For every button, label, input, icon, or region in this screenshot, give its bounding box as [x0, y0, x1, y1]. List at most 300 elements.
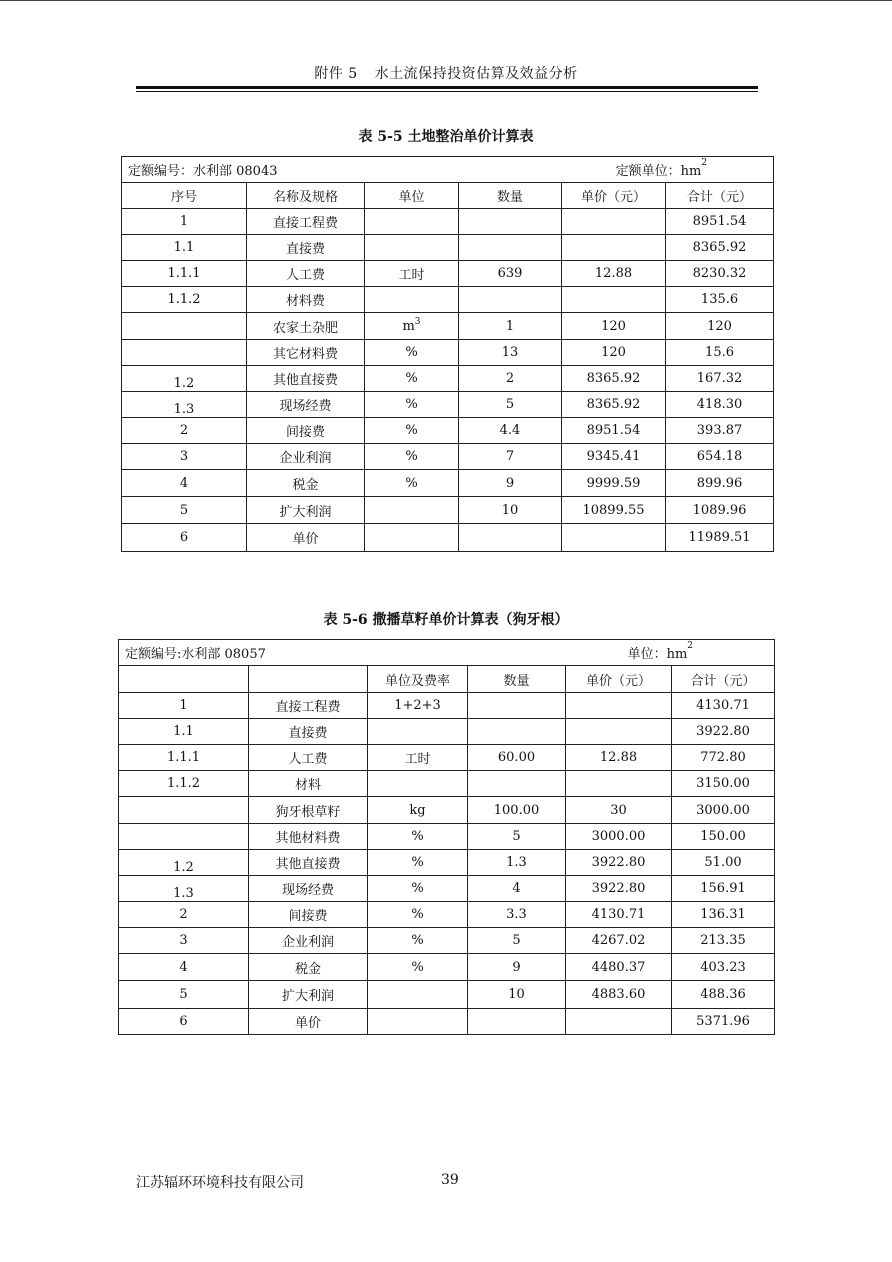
table1-cell-unit-text: %	[405, 345, 418, 360]
table2-cell-qty	[468, 876, 566, 902]
table2-cell-total-text: 488.36	[700, 987, 746, 1002]
table2-cell-no-text: 4	[179, 959, 188, 975]
table1-cell-no	[122, 392, 247, 418]
table1-cell-name	[247, 261, 365, 287]
table2-cell-name-text: 单价	[294, 1016, 321, 1031]
header-rule-thin	[136, 91, 758, 92]
table2-col-price: 单价（元）	[566, 666, 672, 693]
table2-col-qty: 数量	[468, 666, 566, 693]
table1-cell-total-text: 8230.32	[692, 266, 747, 281]
table1-row	[122, 418, 774, 444]
page-number: 39	[441, 1172, 459, 1188]
table2-cell-price-text: 4130.71	[591, 907, 646, 922]
table1-cell-name	[247, 235, 365, 261]
table1-cell-name	[247, 313, 365, 340]
table2-cell-unit-text: %	[411, 829, 424, 844]
table2-cell-no-text: 1.1.1	[166, 750, 201, 765]
table2-cell-name-text: 其他直接费	[275, 857, 341, 872]
table1-row	[122, 287, 774, 313]
table2-row	[119, 928, 775, 954]
table2-quota-unit	[628, 643, 693, 662]
table1-cell-price-text: 8951.54	[586, 423, 641, 438]
table2-cell-no-text: 6	[179, 1014, 188, 1029]
table2-cell-unit-text: %	[411, 933, 424, 948]
table2-cell-price-text: 4480.37	[591, 959, 646, 975]
table2-cell-unit-text: %	[411, 907, 424, 922]
table2-cell-total	[672, 693, 775, 719]
table1-cell-no-text: 1.2	[173, 376, 195, 391]
table1-row	[122, 366, 774, 392]
table2-cell-name-text: 扩大利润	[281, 989, 334, 1004]
table2-header-row	[119, 666, 775, 693]
table1-header-row	[122, 183, 774, 209]
table1-cell-name	[247, 287, 365, 313]
table2-cell-price-text: 4267.02	[591, 933, 646, 948]
table2-cell-price	[566, 876, 672, 902]
table2-cell-no-text: 1.2	[173, 860, 194, 875]
table2-cell-qty	[468, 824, 566, 850]
table2-cell-no-text: 1	[179, 698, 188, 713]
table1-quota-unit-label: 定额单位：hm	[615, 164, 702, 179]
table1-row	[122, 235, 774, 261]
table1-cell-unit-text: %	[405, 475, 418, 491]
table2-cell-name-text: 狗牙根草籽	[275, 804, 341, 820]
table2-cell-qty	[468, 928, 566, 954]
table1-cell-price	[562, 313, 666, 340]
table2-cell-qty-text: 5	[512, 933, 521, 948]
table1-cell-qty	[459, 524, 562, 552]
table2-cell-total-text: 403.23	[700, 959, 746, 975]
table2-cell-total	[672, 745, 775, 771]
table2-cell-name-text: 材料	[294, 778, 321, 793]
table2-cell-no	[119, 771, 249, 797]
table2-cell-total	[672, 876, 775, 902]
table2-row	[119, 981, 775, 1009]
table2-cell-price-text: 3000.00	[591, 829, 646, 844]
table2-cell-total-text: 772.80	[700, 750, 746, 765]
table2-cell-unit	[368, 719, 468, 745]
table1-cell-total	[666, 235, 774, 261]
table1-cell-qty	[459, 313, 562, 340]
table2-cell-total-text: 3922.80	[696, 724, 750, 739]
table1-cell-total	[666, 392, 774, 418]
table1-cell-unit	[365, 261, 459, 287]
table2-cell-price	[566, 719, 672, 745]
table2-caption: 表 5-6 撒播草籽单价计算表（狗牙根）	[323, 612, 569, 628]
table1-quota-unit-sup: 2	[701, 158, 708, 168]
table1-cell-name	[247, 366, 365, 392]
table2-cell-price-text: 30	[610, 802, 627, 818]
table1-cell-price	[562, 209, 666, 235]
table1-cell-unit	[365, 235, 459, 261]
table2-cell-name	[249, 850, 368, 876]
table1-cell-no	[122, 340, 247, 366]
table1-cell-name	[247, 497, 365, 524]
table2-cell-name	[249, 928, 368, 954]
table1-cell-price	[562, 287, 666, 313]
table1-cell-no-text: 5	[179, 502, 189, 518]
table2-cell-qty	[468, 954, 566, 981]
table1-cell-no	[122, 209, 247, 235]
table2-cell-qty	[468, 719, 566, 745]
table1-cell-qty-text: 5	[505, 397, 515, 412]
table2-cell-name-text: 间接费	[288, 909, 328, 924]
table2-cell-total	[672, 981, 775, 1009]
table2-cell-total-text: 136.31	[700, 907, 746, 922]
table1-cell-unit	[365, 287, 459, 313]
table2-cell-unit	[368, 954, 468, 981]
table2-quota-unit-sup: 2	[687, 641, 694, 651]
table1-cell-qty-text: 1	[505, 318, 515, 334]
table2-cell-unit	[368, 771, 468, 797]
table2-cell-qty	[468, 981, 566, 1009]
table2-cell-name	[249, 693, 368, 719]
table1-cell-name-text: 其它材料费	[272, 347, 338, 362]
header-appendix: 附件 5	[314, 66, 358, 82]
table1-cell-total-text: 8951.54	[692, 214, 747, 229]
table2-meta-row	[119, 640, 775, 666]
table1-cell-total-text: 120	[707, 318, 732, 334]
table2-cell-price-text: 3922.80	[591, 881, 646, 896]
table2-cell-qty-text: 10	[508, 987, 525, 1002]
table1-cell-name	[247, 392, 365, 418]
table2-cell-no	[119, 824, 249, 850]
table2-cell-no	[119, 719, 249, 745]
table1-cell-total	[666, 209, 774, 235]
table1-cell-total-text: 418.30	[696, 397, 743, 412]
table2-cell-total	[672, 928, 775, 954]
table2-quota-code: 定额编号:水利部 08057	[125, 647, 266, 662]
table2-cell-total	[672, 954, 775, 981]
table2-cell-price	[566, 850, 672, 876]
table1-row	[122, 392, 774, 418]
table1-cell-qty-text: 7	[505, 449, 515, 464]
table1-cell-total-text: 135.6	[700, 292, 739, 307]
table1-cell-total	[666, 287, 774, 313]
table2-row	[119, 719, 775, 745]
table1-quota-unit	[616, 160, 707, 179]
table1-cell-unit-text: %	[405, 449, 418, 464]
table2-cell-qty	[468, 902, 566, 928]
table2-cell-total	[672, 1009, 775, 1035]
table1-row	[122, 261, 774, 287]
table2-cell-price	[566, 797, 672, 824]
table1-row	[122, 209, 774, 235]
table1-cell-qty-text: 9	[505, 475, 515, 491]
table1-cell-qty	[459, 366, 562, 392]
table1-cell-total	[666, 418, 774, 444]
table2-cell-qty	[468, 693, 566, 719]
table2-cell-unit	[368, 824, 468, 850]
table2-cell-price	[566, 928, 672, 954]
table1-cell-no-text: 3	[179, 449, 189, 464]
top-border	[0, 0, 892, 1]
table1-cell-name-text: 税金	[292, 477, 319, 493]
table1-cell-price	[562, 444, 666, 470]
table1-cell-price-text: 9999.59	[586, 475, 641, 491]
table2-cell-name-text: 现场经费	[281, 883, 334, 898]
table2-cell-price	[566, 902, 672, 928]
table2-cell-price	[566, 981, 672, 1009]
table2-col-unit: 单位及费率	[368, 666, 468, 693]
table2-cell-price	[566, 824, 672, 850]
table1-col-total: 合计（元）	[666, 183, 774, 209]
table2-cell-name	[249, 902, 368, 928]
table2-cell-no-text: 1.3	[173, 886, 194, 901]
table2-cell-name-text: 人工费	[288, 752, 328, 767]
table2-cell-no-text: 1.1	[173, 724, 194, 739]
table1-cell-price-text: 8365.92	[586, 371, 641, 386]
table2-cell-unit-text: 1+2+3	[394, 698, 441, 713]
table1-cell-no	[122, 235, 247, 261]
table2-col-no	[119, 666, 249, 693]
table2-cell-name-text: 直接工程费	[275, 700, 341, 715]
table2-cell-total-text: 150.00	[700, 829, 746, 844]
table2-cell-no	[119, 902, 249, 928]
table2-cell-name	[249, 797, 368, 824]
table1-cell-no-text: 2	[179, 423, 189, 438]
table1-cell-no	[122, 366, 247, 392]
table1-cell-name	[247, 418, 365, 444]
table2-cell-total	[672, 850, 775, 876]
table1-cell-total	[666, 470, 774, 497]
table2	[118, 639, 775, 1035]
table2-cell-qty-text: 60.00	[497, 750, 536, 765]
table1-cell-qty	[459, 287, 562, 313]
table2-cell-unit	[368, 850, 468, 876]
table1-cell-total	[666, 340, 774, 366]
table1-row	[122, 313, 774, 340]
table2-row	[119, 850, 775, 876]
table1-cell-name-text: 间接费	[285, 425, 325, 440]
table1-cell-name	[247, 524, 365, 552]
table2-cell-no-text: 5	[179, 987, 188, 1002]
table2-cell-no-text: 3	[179, 933, 188, 948]
table1-cell-no-text: 1	[179, 214, 189, 229]
table1-cell-qty-text: 4.4	[499, 423, 521, 438]
table1-cell-unit	[365, 444, 459, 470]
table2-row	[119, 954, 775, 981]
table1-cell-price-text: 9345.41	[586, 449, 641, 464]
table2-cell-total	[672, 771, 775, 797]
table2-cell-qty	[468, 771, 566, 797]
table2-cell-unit	[368, 797, 468, 824]
table1-cell-qty	[459, 392, 562, 418]
table1-cell-price	[562, 261, 666, 287]
table1-col-name: 名称及规格	[247, 183, 365, 209]
table2-cell-qty-text: 100.00	[493, 802, 540, 818]
table2-row	[119, 902, 775, 928]
table1-cell-no	[122, 313, 247, 340]
table2-cell-price	[566, 954, 672, 981]
table1-cell-price-text: 12.88	[594, 266, 633, 281]
table2-cell-no	[119, 954, 249, 981]
table1-cell-qty	[459, 340, 562, 366]
table1-cell-price-text: 120	[601, 345, 626, 360]
table2-cell-no	[119, 850, 249, 876]
table2-cell-total	[672, 719, 775, 745]
table1-cell-qty	[459, 497, 562, 524]
table2-cell-total	[672, 797, 775, 824]
table1-col-qty: 数量	[459, 183, 562, 209]
table1-cell-qty	[459, 235, 562, 261]
table1-cell-qty	[459, 261, 562, 287]
footer-company: 江苏辐环环境科技有限公司	[136, 1175, 304, 1191]
table1-cell-no-text: 1.1.2	[167, 292, 201, 307]
table1-cell-total-text: 11989.51	[688, 530, 751, 545]
table2-cell-price	[566, 745, 672, 771]
table2-cell-no-text: 2	[179, 907, 188, 922]
table2-cell-qty	[468, 1009, 566, 1035]
table1-cell-price	[562, 366, 666, 392]
table1-cell-total	[666, 444, 774, 470]
table1-cell-qty-text: 13	[501, 345, 519, 360]
table2-cell-name	[249, 824, 368, 850]
table1-cell-name-text: 人工费	[285, 268, 325, 283]
table1-col-price: 单价（元）	[562, 183, 666, 209]
table1-cell-name	[247, 340, 365, 366]
table1-cell-qty	[459, 444, 562, 470]
table2-cell-name-text: 其他材料费	[275, 831, 341, 846]
table2-cell-total	[672, 902, 775, 928]
table2-cell-name	[249, 719, 368, 745]
table1-cell-unit	[365, 497, 459, 524]
table2-cell-total-text: 213.35	[700, 933, 746, 948]
table2-meta-cell	[119, 640, 775, 666]
table2-cell-name	[249, 771, 368, 797]
table1-cell-name-text: 扩大利润	[279, 504, 332, 520]
table2-cell-qty	[468, 797, 566, 824]
table1-cell-total	[666, 261, 774, 287]
table2-cell-name	[249, 1009, 368, 1035]
table2-row	[119, 797, 775, 824]
table2-cell-total-text: 156.91	[700, 881, 746, 896]
table2-cell-unit	[368, 1009, 468, 1035]
table2-cell-price-text: 12.88	[599, 750, 638, 765]
table2-cell-total	[672, 824, 775, 850]
table1-cell-name-text: 材料费	[285, 294, 325, 309]
table1-row	[122, 497, 774, 524]
table2-cell-unit-text: %	[411, 881, 424, 896]
table1-cell-no-text: 1.3	[173, 402, 195, 417]
table1-cell-no-text: 4	[179, 475, 189, 491]
table1-cell-name	[247, 444, 365, 470]
table1-cell-no	[122, 418, 247, 444]
table1-cell-total-text: 8365.92	[692, 240, 747, 255]
table2-cell-total-text: 5371.96	[696, 1014, 750, 1029]
table2-cell-no-text: 1.1.2	[166, 776, 201, 791]
table2-quota-unit-label: 单位：hm	[627, 647, 688, 662]
table1-cell-unit	[365, 366, 459, 392]
table1-cell-name-text: 农家土杂肥	[272, 320, 338, 336]
table2-cell-no	[119, 876, 249, 902]
table1-cell-unit	[365, 209, 459, 235]
table1-quota-code: 定额编号：水利部 08043	[128, 164, 278, 179]
table1-cell-qty-text: 639	[497, 266, 523, 281]
header-title: 水土流保持投资估算及效益分析	[374, 66, 578, 82]
table1-cell-price	[562, 524, 666, 552]
table1-cell-total-text: 654.18	[696, 449, 743, 464]
table1-col-no: 序号	[122, 183, 247, 209]
table1-cell-total-text: 393.87	[696, 423, 743, 438]
table1-cell-no	[122, 287, 247, 313]
table1-cell-name-text: 单价	[292, 532, 319, 547]
table2-cell-no	[119, 797, 249, 824]
table1-col-unit: 单位	[365, 183, 459, 209]
table2-cell-price-text: 3922.80	[591, 855, 646, 870]
table1-cell-unit	[365, 392, 459, 418]
table2-cell-name	[249, 876, 368, 902]
table2-cell-name	[249, 981, 368, 1009]
table2-cell-total-text: 3000.00	[696, 802, 750, 818]
table1-cell-unit	[365, 340, 459, 366]
table2-cell-no	[119, 981, 249, 1009]
table1-cell-price	[562, 470, 666, 497]
table1-cell-price	[562, 392, 666, 418]
table1-cell-name-text: 其他直接费	[272, 373, 338, 388]
table2-row	[119, 693, 775, 719]
table1-cell-unit-text: 工时	[398, 268, 425, 283]
table1-cell-no	[122, 261, 247, 287]
table2-cell-price	[566, 1009, 672, 1035]
header-rule-thick	[136, 86, 758, 89]
table2-cell-no	[119, 693, 249, 719]
table1-cell-total	[666, 524, 774, 552]
table2-cell-total-text: 4130.71	[696, 698, 750, 713]
table1-row	[122, 444, 774, 470]
table2-cell-qty	[468, 850, 566, 876]
table2-cell-qty-text: 9	[512, 959, 521, 975]
table2-cell-price	[566, 771, 672, 797]
table1-cell-name-text: 现场经费	[279, 399, 332, 414]
table1-meta-cell	[122, 157, 774, 183]
table1-cell-no	[122, 444, 247, 470]
table2-row	[119, 1009, 775, 1035]
table1-cell-qty-text: 10	[501, 502, 519, 518]
table1-cell-total	[666, 313, 774, 340]
table1-cell-no	[122, 470, 247, 497]
table2-cell-unit	[368, 693, 468, 719]
table1-cell-price	[562, 418, 666, 444]
table1-cell-price	[562, 340, 666, 366]
table2-cell-qty-text: 4	[512, 881, 521, 896]
table2-cell-qty-text: 5	[512, 829, 521, 844]
table1-cell-qty-text: 2	[505, 371, 515, 386]
table2-cell-unit-text: kg	[409, 802, 426, 818]
table2-row	[119, 745, 775, 771]
table1-cell-total-text: 899.96	[696, 475, 743, 491]
table1-cell-qty	[459, 209, 562, 235]
table1-cell-unit-text: %	[405, 423, 418, 438]
table2-cell-qty-text: 1.3	[506, 855, 527, 870]
table2-cell-unit	[368, 876, 468, 902]
table1-cell-unit-sup: 3	[414, 316, 421, 327]
table2-cell-name	[249, 954, 368, 981]
table1-cell-name-text: 直接工程费	[272, 216, 338, 231]
table1-cell-name-text: 直接费	[285, 242, 325, 257]
table1-caption: 表 5-5 土地整治单价计算表	[358, 129, 534, 145]
table2-cell-unit-text: 工时	[404, 752, 431, 767]
table2-row	[119, 771, 775, 797]
table1-cell-unit	[365, 418, 459, 444]
table2-cell-unit	[368, 981, 468, 1009]
table1-cell-total-text: 167.32	[696, 371, 743, 386]
table2-cell-price-text: 4883.60	[591, 987, 646, 1002]
table1-cell-no-text: 1.1.1	[167, 266, 201, 281]
table2-cell-unit-text: %	[411, 855, 424, 870]
table2-cell-total-text: 3150.00	[696, 776, 750, 791]
table1-row	[122, 524, 774, 552]
